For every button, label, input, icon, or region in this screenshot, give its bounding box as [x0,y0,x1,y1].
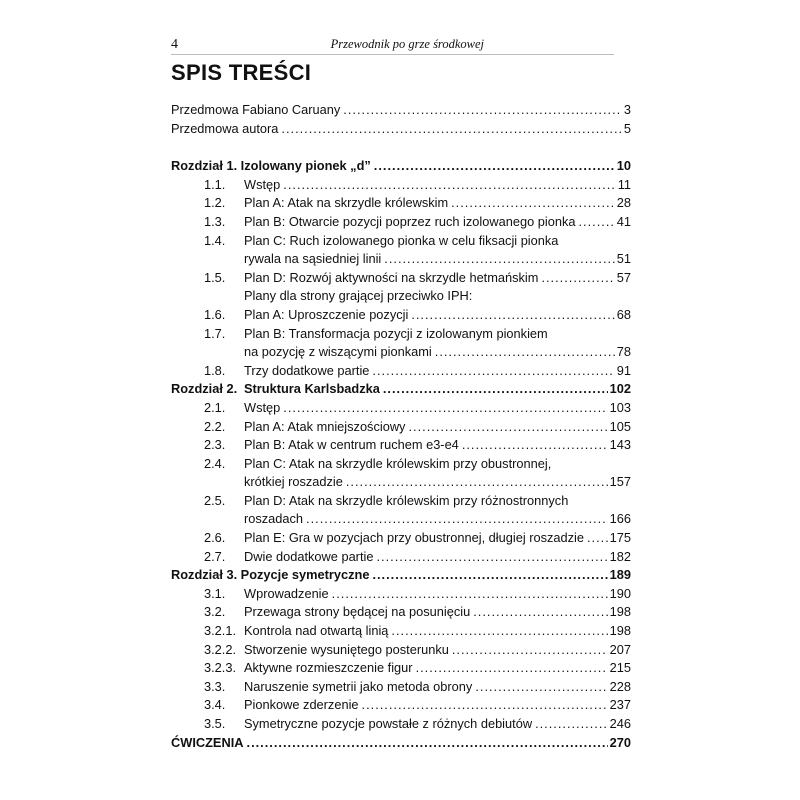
toc-page-number: 10 [616,158,631,174]
toc-entry [171,436,631,455]
toc-entry-title: Plan E: Gra w pozycjach przy obustronnej, długiej roszadzie [244,530,584,546]
toc-page-number: 198 [609,623,631,639]
toc-entry-title: rywala na sąsiedniej linii [244,251,382,267]
toc-entry-number: 1.1. [204,176,226,192]
toc-leader [244,678,631,697]
toc-entry-title: Aktywne rozmieszczenie figur [244,660,413,676]
toc-entry-number: 3.2.2. [204,641,237,657]
toc-leader [244,473,631,492]
toc-entry [171,696,631,715]
toc-entry [171,399,631,418]
page-title: SPIS TREŚCI [171,60,312,85]
toc-dot-leader [383,380,608,399]
toc-page-number: 11 [617,176,631,192]
toc-chapter-label: Rozdział 2. [171,381,238,397]
toc-page-number: 3 [623,102,631,117]
toc-leader [244,269,631,288]
toc-page-number: 175 [609,530,631,546]
toc-leader [171,157,631,176]
toc-entry-title: Dwie dodatkowe partie [244,548,374,564]
toc-page-number: 143 [609,437,631,453]
toc-leader [244,362,631,381]
toc-dot-leader [306,510,608,529]
toc-dot-leader [343,101,622,120]
toc-page-number: 270 [609,734,631,750]
toc-entry [171,455,631,474]
toc-entry-title: Naruszenie symetrii jako metoda obrony [244,678,473,694]
toc-page-number: 198 [609,604,631,620]
toc-page-number: 68 [616,306,631,322]
toc-dot-leader [578,213,614,232]
toc-dot-leader [473,603,607,622]
toc-page-number: 105 [609,418,631,434]
toc-leader [244,436,631,455]
toc-leader [244,250,631,269]
toc-entry-title: roszadach [244,511,304,527]
toc-entry-number: 1.2. [204,195,226,211]
toc-entry [171,734,631,753]
toc-entry-title: Przedmowa Fabiano Caruany [171,102,341,117]
toc-entry-number: 1.5. [204,269,226,285]
toc-dot-leader [346,473,608,492]
toc-entry-title: Plan B: Atak w centrum ruchem e3-e4 [244,437,459,453]
toc-leader [244,176,631,195]
toc-entry-title: Plan B: Transformacja pozycji z izolowanym pionkiem [244,325,548,341]
toc-leader [244,715,631,734]
toc-dot-leader [281,120,621,139]
toc-leader [171,734,631,753]
toc-page-number: 57 [616,269,631,285]
toc-page-number: 237 [609,697,631,713]
toc-entry-title: Plan A: Atak na skrzydle królewskim [244,195,449,211]
toc-page-number: 207 [609,641,631,657]
toc-page-number: 228 [609,678,631,694]
toc-page-number: 157 [609,474,631,490]
toc-entry-title: Plan A: Uproszczenie pozycji [244,306,409,322]
toc-leader [171,380,631,399]
toc-leader [244,622,631,641]
toc-entry-title: Wstęp [244,176,281,192]
toc-leader [244,510,631,529]
toc-entry [171,250,631,269]
toc-entry-title: Plan A: Atak mniejszościowy [244,418,406,434]
toc-entry-title: krótkiej roszadzie [244,474,343,490]
toc-dot-leader [283,176,615,195]
toc-leader [244,696,631,715]
toc-entry [171,287,631,306]
toc-entry [171,548,631,567]
toc-page-number: 28 [616,195,631,211]
toc-entry [171,715,631,734]
toc-dot-leader [283,399,607,418]
toc-entry-title: Symetryczne pozycje powstałe z różnych debiutów [244,716,533,731]
toc-entry [171,325,631,344]
toc-dot-leader [374,157,615,176]
toc-entry-title: Trzy dodatkowe partie [244,362,370,378]
toc-entry [171,362,631,381]
toc-entry [171,659,631,678]
toc-dot-leader [372,566,607,585]
toc-dot-leader [587,529,608,548]
toc-entry-title: Wprowadzenie [244,585,329,601]
toc-entry-title: Pionkowe zderzenie [244,697,359,713]
toc-entry-title: Kontrola nad otwartą linią [244,623,389,639]
toc-entry [171,678,631,697]
toc-dot-leader [475,678,607,697]
toc-entry [171,176,631,195]
toc-page-number: 41 [616,213,631,229]
toc-entry [171,566,631,585]
toc-leader [244,659,631,678]
toc-dot-leader [391,622,607,641]
toc-leader [244,603,631,622]
toc-leader [244,418,631,437]
toc-leader [244,306,631,325]
toc-entry-title: Wstęp [244,399,281,415]
page-number: 4 [171,37,178,52]
toc-entry-title: Stworzenie wysuniętego posterunku [244,641,449,657]
toc-entry-number: 2.2. [204,418,226,434]
toc-entry [171,194,631,213]
toc-dot-leader [384,250,614,269]
running-head-title: Przewodnik po grze środkowej [330,37,484,51]
toc-entry-number: 3.2.1. [204,623,237,639]
toc-dot-leader [362,696,608,715]
toc-entry [171,269,631,288]
toc-entry-number: 3.3. [204,678,226,694]
toc-entry-number: 1.8. [204,362,226,378]
toc-leader [171,101,631,120]
toc-entry [171,641,631,660]
toc-entry-title: Przewaga strony będącej na posunięciu [244,604,471,620]
toc-leader [244,585,631,604]
toc-entry [171,510,631,529]
toc-entry [171,622,631,641]
toc-page-number: 51 [616,251,631,267]
toc-entry [171,306,631,325]
toc-page-number: 5 [623,120,631,136]
toc-dot-leader [376,548,607,567]
toc-dot-leader [332,585,608,604]
toc-dot-leader [541,269,614,288]
toc-entry-title: Rozdział 1. Izolowany pionek „d” [171,158,371,174]
toc-leader [244,529,631,548]
toc-dot-leader [408,418,607,437]
toc-leader [244,399,631,418]
toc-leader [244,548,631,567]
toc-page-number: 190 [609,585,631,601]
toc-dot-leader [451,194,615,213]
toc-dot-leader [452,641,608,660]
toc-page-number: 166 [609,511,631,527]
toc-entry-number: 1.7. [204,325,226,341]
toc-entry [171,529,631,548]
toc-entry-title: Plan D: Rozwój aktywności na skrzydle hetmańskim [244,269,539,285]
toc-entry-number: 3.2.3. [204,660,237,676]
toc-entry-number: 2.1. [204,399,226,415]
toc-entry-number: 2.4. [204,455,226,471]
toc-page-number: 91 [616,362,631,378]
toc-entry-number: 2.3. [204,437,226,453]
toc-page-number: 102 [609,381,631,397]
toc-entry [171,603,631,622]
toc-dot-leader [372,362,614,381]
toc-page-number: 189 [609,567,631,583]
toc-entry-number: 2.7. [204,548,226,564]
toc-leader [244,641,631,660]
toc-entry-title: Plan D: Atak na skrzydle królewskim przy różnostronnych [244,492,569,508]
toc-entry-title: na pozycję z wiszącymi pionkami [244,344,432,360]
toc-entry [171,343,631,362]
toc-dot-leader [416,659,608,678]
toc-entry [171,232,631,251]
toc-page-number: 103 [609,399,631,415]
toc-page-number: 78 [616,344,631,360]
toc-entry-title: Plan B: Otwarcie pozycji poprzez ruch izolowanego pionka [244,213,576,229]
toc-entry-number: 3.5. [204,716,226,731]
toc-entry [171,157,631,176]
toc-entry-number: 3.2. [204,604,226,620]
toc-page-number: 215 [609,660,631,676]
toc-entry-title: Plan C: Ruch izolowanego pionka w celu fiksacji pionka [244,232,559,248]
toc-entry-number: 2.6. [204,530,226,546]
toc-entry [171,213,631,232]
toc-dot-leader [435,343,615,362]
toc-dot-leader [411,306,614,325]
toc-page-number: 182 [609,548,631,564]
toc-entry-title: Rozdział 3. Pozycje symetryczne [171,567,370,583]
toc-entry-title: Plan C: Atak na skrzydle królewskim przy obustronnej, [244,455,552,471]
toc-entry-number: 3.1. [204,585,226,601]
toc-entry [171,120,631,139]
toc-entry-title: ĆWICZENIA [171,734,244,750]
toc-entry [171,473,631,492]
toc-leader [171,566,631,585]
toc-leader [244,194,631,213]
toc-leader [244,213,631,232]
toc-entry [171,585,631,604]
toc-entry-number: 1.4. [204,232,226,248]
toc-entry-number: 1.6. [204,306,226,322]
toc-leader [244,343,631,362]
toc-dot-leader [247,734,608,753]
toc-entry-title: Przedmowa autora [171,120,279,136]
running-header [171,36,614,55]
toc-entry [171,492,631,511]
toc-entry-number: 2.5. [204,492,226,508]
toc-entry [171,418,631,437]
toc-entry-number: 3.4. [204,697,226,713]
toc-page-number: 246 [609,716,631,731]
table-of-contents [171,101,631,752]
toc-entry [171,380,631,399]
toc-leader [171,120,631,139]
toc-entry [171,101,631,120]
toc-entry-title: Plany dla strony grającej przeciwko IPH: [244,288,473,304]
toc-entry-title: Struktura Karlsbadzka [244,381,380,397]
toc-dot-leader [462,436,608,455]
toc-dot-leader [535,715,608,734]
toc-entry-number: 1.3. [204,213,226,229]
